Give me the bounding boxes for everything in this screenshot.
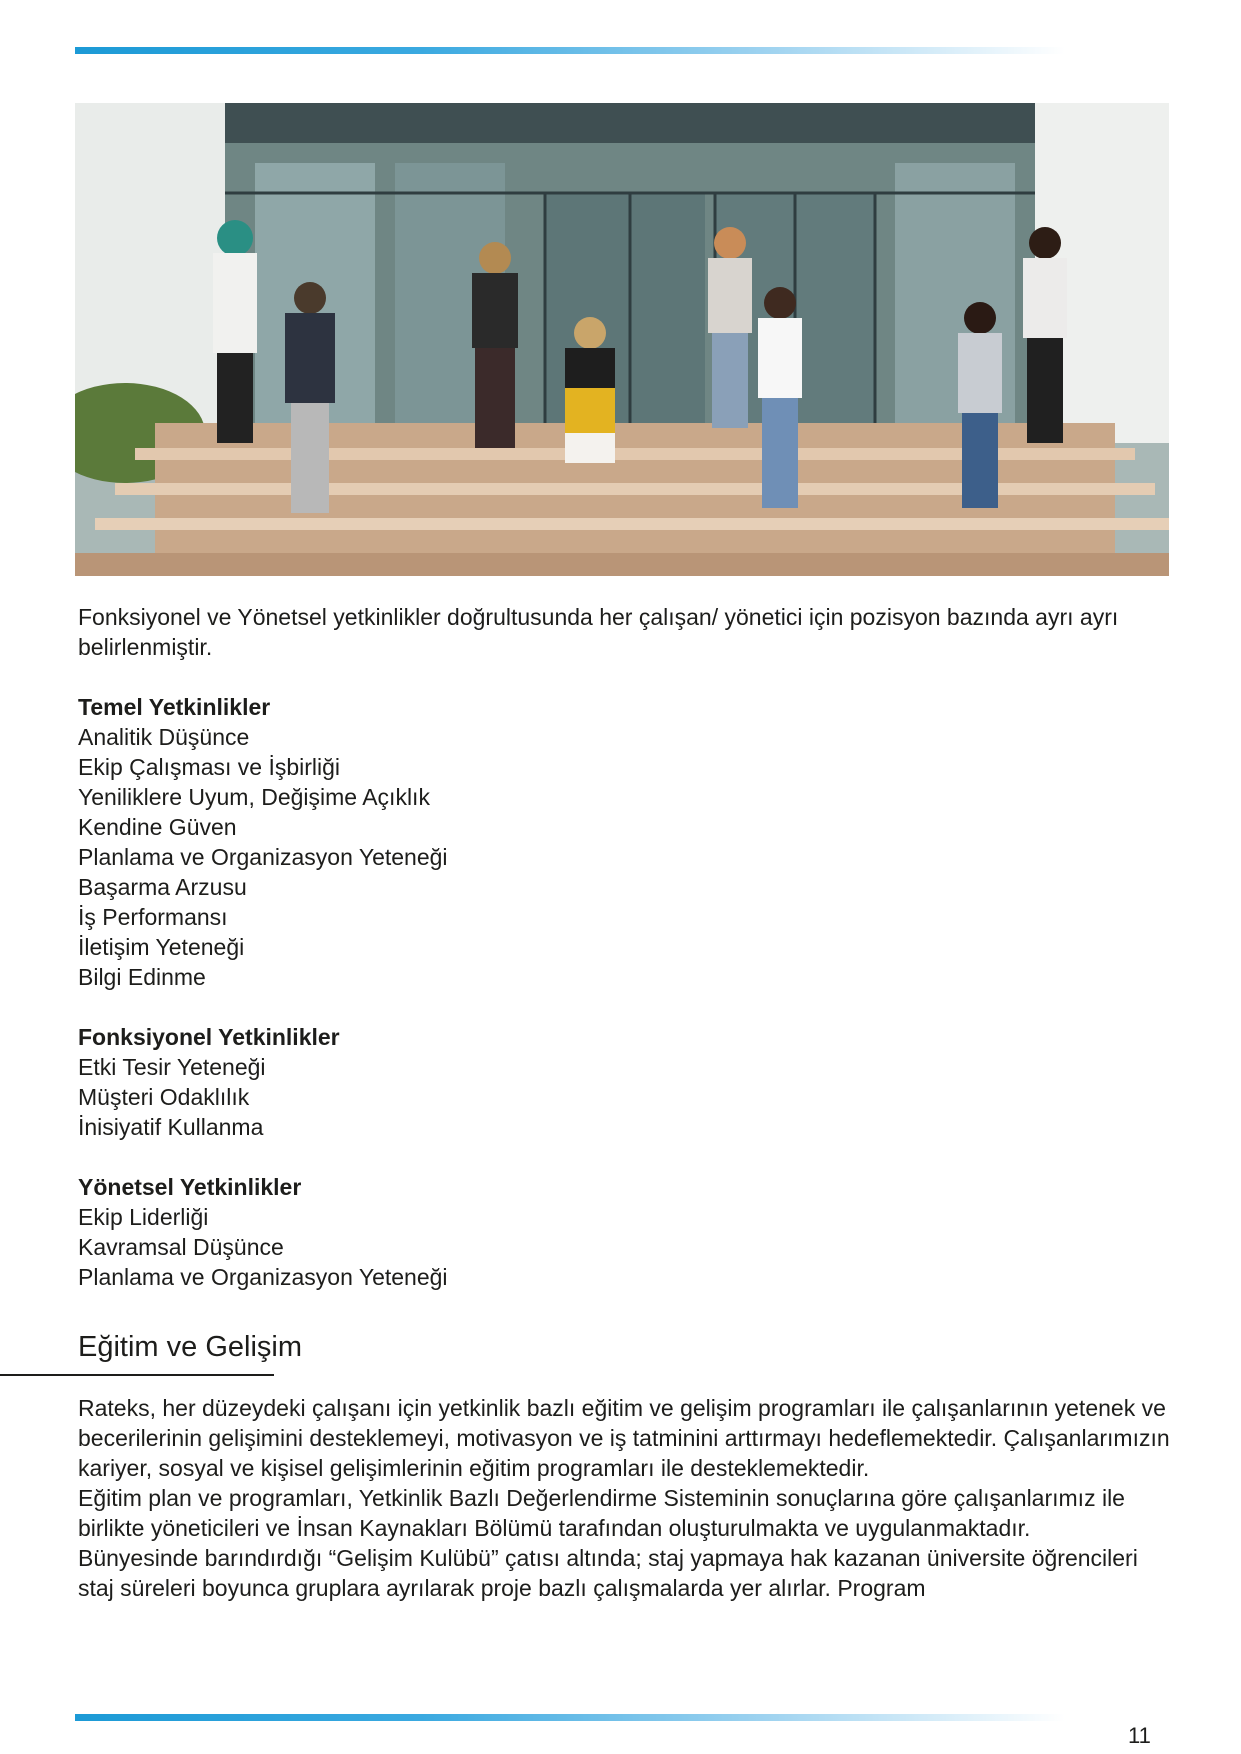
list-item: Etki Tesir Yeteneği [78,1054,266,1080]
section-temel [78,692,1173,992]
list-item: Kendine Güven [78,814,237,840]
section-title: Fonksiyonel Yetkinlikler [78,1024,340,1050]
section-title: Temel Yetkinlikler [78,694,271,720]
body-paragraph: Eğitim plan ve programları, Yetkinlik Bazlı Değerlendirme Sisteminin sonuçlarına göre çalışanlarımız ile birlikte yöneticileri ve İnsan Kaynakları Bölümü tarafından oluşturulmakta ve uygulanmaktadır. [78,1485,1125,1541]
list-item: Kavramsal Düşünce [78,1234,284,1260]
section-title: Yönetsel Yetkinlikler [78,1174,302,1200]
group-photo [75,103,1169,576]
intro-paragraph: Fonksiyonel ve Yönetsel yetkinlikler doğrultusunda her çalışan/ yönetici için pozisyon bazında ayrı ayrı belirlenmiştir. [78,604,1119,660]
list-item: Müşteri Odaklılık [78,1084,250,1110]
list-item: İş Performansı [78,904,228,930]
competency-lists [78,692,1173,1292]
group-photo-illustration [75,103,1169,576]
bottom-accent-bar [75,1714,1065,1721]
section-fonksiyonel [78,1022,1173,1142]
list-item: Ekip Liderliği [78,1204,209,1230]
list-item: Yeniliklere Uyum, Değişime Açıklık [78,784,430,810]
section-yonetsel [78,1172,1173,1292]
list-item: Ekip Çalışması ve İşbirliği [78,754,341,780]
list-item: Analitik Düşünce [78,724,250,750]
list-item: Bilgi Edinme [78,964,206,990]
heading-underline [0,1374,274,1376]
list-item: İnisiyatif Kullanma [78,1114,264,1140]
page-number: 11 [1128,1723,1151,1748]
top-accent-bar [75,47,1065,54]
body-paragraph: Rateks, her düzeydeki çalışanı için yetkinlik bazlı eğitim ve gelişim programları ile çalışanlarının yetenek ve becerilerinin gelişimini desteklemeyi, motivasyon ve iş tatminini arttırmayı hedeflemektedir. Çalışanlarımızın kariyer, sosyal ve kişisel gelişimlerinin eğitim programları ile desteklemektedir. [78,1395,1170,1481]
body-text [78,1393,1173,1603]
list-item: Başarma Arzusu [78,874,247,900]
list-item: Planlama ve Organizasyon Yeteneği [78,844,448,870]
list-item: İletişim Yeteneği [78,934,245,960]
body-paragraph: Bünyesinde barındırdığı “Gelişim Kulübü” çatısı altında; staj yapmaya hak kazanan üniversite öğrencileri staj süreleri boyunca gruplara ayrılarak proje bazlı çalışmalarda yer alırlar. Program [78,1545,1138,1601]
section-heading: Eğitim ve Gelişim [78,1331,302,1363]
list-item: Planlama ve Organizasyon Yeteneği [78,1264,448,1290]
